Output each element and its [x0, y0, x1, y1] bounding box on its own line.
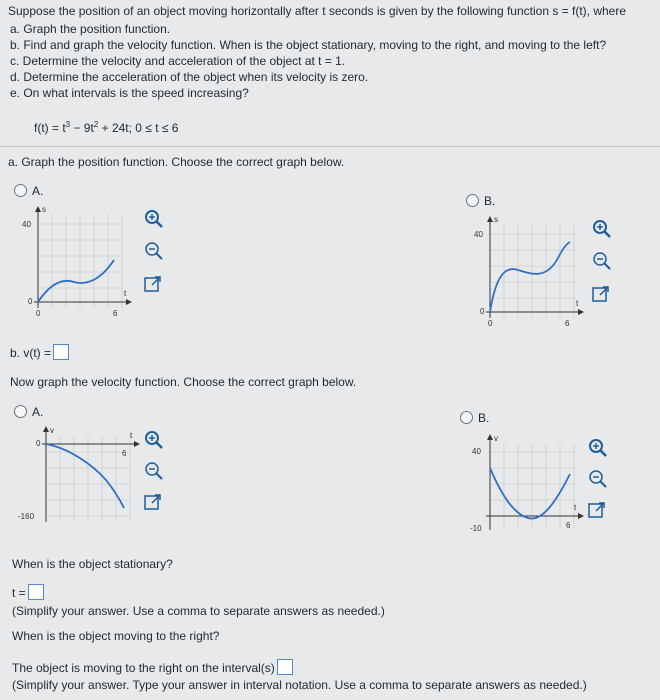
x-tick-end: 6 — [113, 309, 118, 318]
zoom-out-icon[interactable] — [588, 469, 608, 489]
vel-option-a[interactable]: A. — [14, 405, 43, 419]
part-b-prompt: Now graph the velocity function. Choose the correct graph below. — [10, 375, 357, 389]
zoom-in-icon[interactable] — [144, 430, 164, 450]
expand-icon[interactable] — [588, 501, 606, 519]
zoom-in-icon[interactable] — [588, 438, 608, 458]
y-tick-top: 40 — [474, 230, 483, 239]
pos-option-a[interactable]: A. — [14, 184, 43, 198]
part-a-text: a. Graph the position function. — [10, 22, 171, 36]
zoom-out-icon[interactable] — [592, 251, 612, 271]
part-b-text: b. Find and graph the velocity function. When is the object stationary, moving to the right, and moving to the left? — [10, 38, 607, 52]
velocity-input-row: b. v(t) = — [10, 344, 69, 360]
stationary-hint: (Simplify your answer. Use a comma to separate answers as needed.) — [12, 604, 385, 618]
pos-option-b[interactable]: B. — [466, 194, 495, 208]
x-tick-end: 6 — [565, 319, 570, 328]
expand-icon[interactable] — [144, 493, 162, 511]
velocity-curve-a — [46, 444, 124, 508]
right-hint: (Simplify your answer. Type your answer in interval notation. Use a comma to separate answers as needed.) — [12, 678, 587, 692]
velocity-curve-b — [490, 468, 570, 519]
y-tick-top: 40 — [472, 447, 481, 456]
x-tick-end: 6 — [566, 521, 571, 530]
y-tick-top: 0 — [36, 439, 41, 448]
y-axis-label: v — [494, 434, 498, 443]
y-tick-zero: 0 — [28, 297, 33, 306]
right-question: When is the object moving to the right? — [12, 629, 220, 643]
x-axis-label: t — [576, 299, 579, 308]
expand-icon[interactable] — [144, 275, 162, 293]
function-formula: $f(t) = t^3 - 9t^2 + 24t$; 0 ≤ t ≤ 6 — [34, 120, 179, 135]
position-graph-a — [18, 204, 138, 320]
expand-icon[interactable] — [592, 285, 610, 303]
y-axis-label: s — [494, 215, 498, 224]
problem-statement: Suppose the position of an object moving horizontally after t seconds is given by the following function s = f(t), where — [8, 4, 627, 18]
velocity-graph-a — [18, 424, 148, 528]
radio-button[interactable] — [14, 184, 27, 197]
y-tick-top: 40 — [22, 220, 31, 229]
x-tick-zero: 0 — [488, 319, 493, 328]
part-c-text: c. Determine the velocity and acceleration of the object at t = 1. — [10, 54, 346, 68]
position-curve-a — [38, 260, 114, 302]
radio-button[interactable] — [466, 194, 479, 207]
y-axis-label: s — [42, 205, 46, 214]
right-input-row: The object is moving to the right on the interval(s) — [12, 659, 293, 675]
x-tick-end: 6 — [122, 449, 127, 458]
right-interval-answer-box[interactable] — [277, 659, 293, 675]
position-curve-b — [490, 242, 570, 312]
zoom-out-icon[interactable] — [144, 461, 164, 481]
vel-option-b[interactable]: B. — [460, 411, 489, 425]
radio-button[interactable] — [460, 411, 473, 424]
zoom-out-icon[interactable] — [144, 241, 164, 261]
velocity-answer-box[interactable] — [53, 344, 69, 360]
y-tick-bottom: -10 — [470, 524, 482, 533]
position-graph-b — [470, 214, 590, 330]
x-axis-label: t — [574, 503, 577, 512]
x-axis-label: t — [130, 431, 133, 440]
zoom-in-icon[interactable] — [144, 209, 164, 229]
y-tick-zero: 0 — [480, 307, 485, 316]
stationary-input-row: t = — [12, 584, 44, 600]
y-tick-bottom: -160 — [18, 512, 35, 521]
zoom-in-icon[interactable] — [592, 219, 612, 239]
stationary-answer-box[interactable] — [28, 584, 44, 600]
part-a-prompt: a. Graph the position function. Choose the correct graph below. — [8, 155, 345, 169]
radio-button[interactable] — [14, 405, 27, 418]
stationary-question: When is the object stationary? — [12, 557, 173, 571]
velocity-graph-b — [462, 432, 592, 536]
x-tick-zero: 0 — [36, 309, 41, 318]
part-e-text: e. On what intervals is the speed increasing? — [10, 86, 249, 100]
y-axis-label: v — [50, 426, 54, 435]
x-axis-label: t — [124, 289, 127, 298]
part-d-text: d. Determine the acceleration of the object when its velocity is zero. — [10, 70, 369, 84]
